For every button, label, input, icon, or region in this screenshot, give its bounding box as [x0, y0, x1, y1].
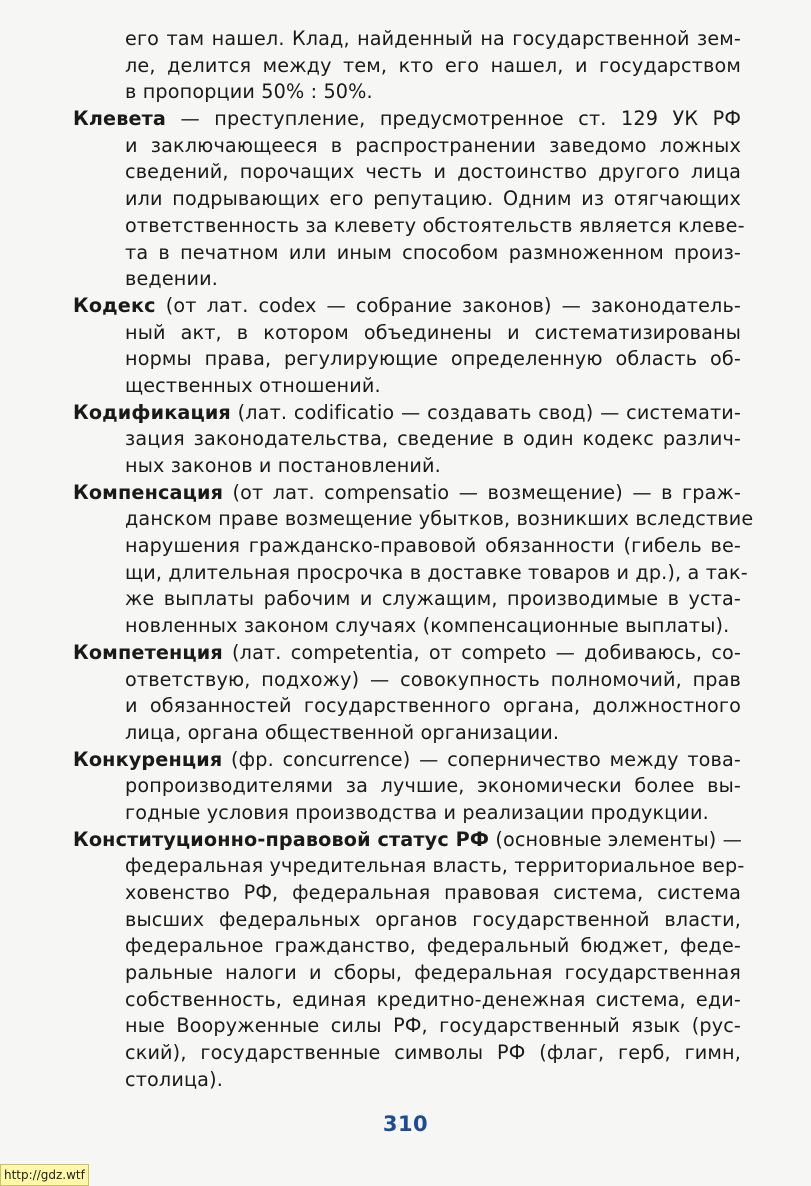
definition-text: его там нашел. Клад, найденный на государственной зем-	[125, 27, 741, 50]
definition-text: (лат. competentia, от competo — добиваюсь, со-	[222, 640, 741, 664]
definition-text: федеральное гражданство, федеральный бюджет, феде-	[125, 934, 741, 958]
definition-text: и заключающееся в распространении заведомо ложных	[125, 133, 741, 157]
text-line	[125, 346, 741, 373]
text-line	[125, 533, 741, 560]
text-line	[125, 453, 741, 480]
glossary-term: Конституционно-правовой статус РФ	[73, 827, 490, 851]
text-line	[125, 880, 741, 907]
entry-heading-line	[73, 480, 741, 507]
text-line	[125, 26, 741, 53]
text-line	[125, 560, 748, 587]
definition-text: (лат. codificatio — создавать свод) — системати-	[230, 400, 741, 424]
definition-text: или подрывающих его репутацию. Одним из отягчающих	[125, 187, 741, 211]
entry-heading-line	[73, 106, 741, 133]
text-line	[125, 960, 741, 987]
definition-text: ропроизводителями за лучшие, экономически более вы-	[125, 774, 741, 798]
text-line	[125, 987, 741, 1014]
text-line	[125, 800, 741, 827]
text-line	[125, 1040, 741, 1067]
definition-text: собственность, единая кредитно-денежная система, еди-	[125, 987, 741, 1011]
entry-heading-line	[73, 400, 741, 427]
text-line	[125, 186, 741, 213]
glossary-term: Кодекс	[73, 293, 156, 317]
entry-heading-line	[73, 827, 741, 854]
text-line	[125, 266, 741, 293]
glossary-text	[73, 26, 754, 1094]
text-line	[125, 720, 741, 747]
definition-text: (от лат. compensatio — возмещение) — в граж-	[223, 480, 741, 504]
definition-text: щественных отношений.	[125, 373, 381, 397]
definition-text: ный акт, в котором объединены и систематизированы	[125, 320, 741, 344]
text-line	[125, 426, 741, 453]
text-line	[125, 320, 741, 347]
definition-text: новленных законом случаях (компенсационные выплаты).	[125, 614, 730, 638]
entry-heading-line	[73, 293, 741, 320]
definition-text: (от лат. codex — собрание законов) — законодатель-	[155, 293, 741, 317]
definition-text: сведений, порочащих честь и достоинство другого лица	[125, 160, 741, 184]
definition-text: в пропорции 50% : 50%.	[125, 80, 373, 104]
text-line	[125, 773, 741, 800]
definition-text: же выплаты рабочим и служащим, производимые в уста-	[125, 587, 741, 611]
text-line	[125, 79, 741, 106]
page-number: 310	[382, 1112, 429, 1136]
text-line	[125, 613, 741, 640]
glossary-term: Компетенция	[73, 640, 223, 664]
glossary-term: Конкуренция	[73, 747, 223, 771]
text-line	[125, 1067, 741, 1094]
definition-text: ведении.	[125, 267, 218, 291]
text-line	[125, 907, 741, 934]
definition-text: щи, длительная просрочка в доставке товаров и др.), а так-	[125, 560, 748, 584]
text-line	[125, 213, 745, 240]
entry-heading-line	[73, 747, 741, 774]
definition-text: годные условия производства и реализации продукции.	[125, 800, 709, 824]
text-line	[125, 667, 741, 694]
definition-text: нормы права, регулирующие определенную область об-	[125, 347, 741, 371]
text-line	[125, 1013, 741, 1040]
definition-text: ральные налоги и сборы, федеральная государственная	[125, 961, 741, 985]
definition-text: столица).	[125, 1067, 223, 1091]
definition-text: данском праве возмещение убытков, возникших вследствие	[125, 507, 754, 531]
definition-text: (фр. concurrence) — соперничество между това-	[222, 747, 741, 771]
definition-text: и обязанностей государственного органа, должностного	[125, 694, 741, 718]
definition-text: — преступление, предусмотренное ст. 129 УК РФ	[166, 107, 741, 131]
definition-text: ответственность за клевету обстоятельств является клеве-	[125, 213, 745, 237]
definition-text: та в печатном или иным способом размноженном произ-	[125, 240, 741, 264]
text-line	[125, 933, 741, 960]
definition-text: (основные элементы) —	[489, 827, 742, 851]
watermark-link[interactable]: http://gdz.wtf	[0, 1164, 89, 1186]
glossary-term: Клевета	[73, 107, 167, 131]
text-line	[125, 586, 741, 613]
text-line	[125, 506, 754, 533]
text-line	[125, 373, 741, 400]
text-line	[125, 240, 741, 267]
text-line	[125, 693, 741, 720]
text-line	[125, 853, 745, 880]
definition-text: ных законов и постановлений.	[125, 454, 441, 477]
definition-text: ответствую, подхожу) — совокупность полномочий, прав	[125, 667, 741, 691]
text-line	[125, 133, 741, 160]
definition-text: федеральная учредительная власть, территориальное вер-	[125, 854, 745, 878]
definition-text: ский), государственные символы РФ (флаг, герб, гимн,	[125, 1041, 741, 1065]
definition-text: зация законодательства, сведение в один кодекс различ-	[125, 427, 741, 451]
entry-heading-line	[73, 640, 741, 667]
glossary-term: Кодификация	[73, 400, 231, 424]
definition-text: ные Вооруженные силы РФ, государственный язык (рус-	[125, 1014, 741, 1038]
text-line	[125, 159, 741, 186]
definition-text: ле, делится между тем, кто его нашел, и государством	[125, 53, 741, 77]
definition-text: ховенство РФ, федеральная правовая система, система	[125, 881, 741, 904]
text-line	[125, 53, 741, 80]
glossary-term: Компенсация	[73, 480, 224, 504]
definition-text: высших федеральных органов государственной власти,	[125, 907, 741, 931]
definition-text: нарушения гражданско-правовой обязанности (гибель ве-	[125, 534, 741, 558]
definition-text: лица, органа общественной организации.	[125, 720, 560, 744]
